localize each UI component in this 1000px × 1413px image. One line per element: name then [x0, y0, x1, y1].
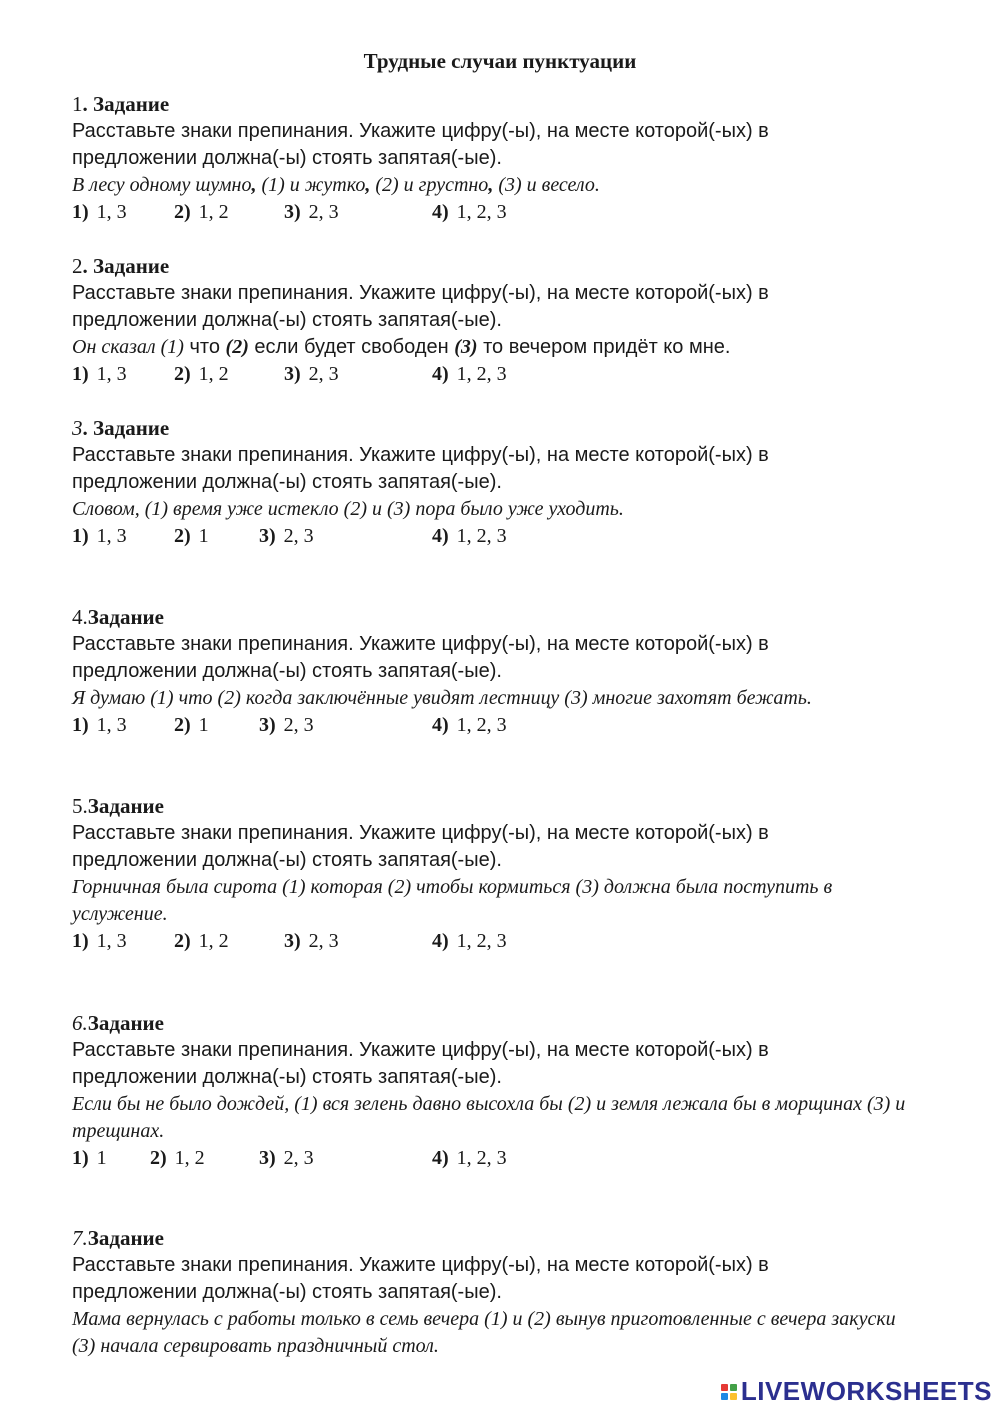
answer-option-4[interactable]: 4) 1, 2, 3	[432, 201, 507, 223]
logo-tile	[721, 1384, 728, 1391]
task-1-sentence: В лесу одному шумно, (1) и жутко, (2) и грустно, (3) и весело.	[72, 174, 600, 196]
task-7-sentence: Мама вернулась с работы только в семь вечера (1) и (2) вынув приготовленные с вечера закуски (3) начала сервировать праздничный стол.	[72, 1308, 896, 1357]
task-6-answers	[72, 1145, 932, 1172]
answer-option-3[interactable]: 3) 2, 3	[284, 930, 339, 952]
task-2-sentence: Он сказал (1) что (2) если будет свободен (3) то вечером придёт ко мне.	[72, 336, 731, 358]
answer-option-4[interactable]: 4) 1, 2, 3	[432, 363, 507, 385]
task-5-heading: 5.Задание	[72, 794, 164, 818]
answer-option-2[interactable]: 2) 1, 2	[174, 363, 229, 385]
logo-tile	[730, 1393, 737, 1400]
task-5-answers	[72, 928, 932, 955]
task-4-instruction: Расставьте знаки препинания. Укажите цифру(-ы), на месте которой(-ых) в предложении должна(-ы) стоять запятая(-ые).	[72, 633, 769, 682]
answer-option-4[interactable]: 4) 1, 2, 3	[432, 714, 507, 736]
liveworksheets-logo[interactable]	[721, 1376, 992, 1407]
task-1-instruction: Расставьте знаки препинания. Укажите цифру(-ы), на месте которой(-ых) в предложении должна(-ы) стоять запятая(-ые).	[72, 120, 769, 169]
answer-option-2[interactable]: 2) 1, 2	[174, 201, 229, 223]
answer-option-1[interactable]: 1) 1, 3	[72, 363, 127, 385]
task-1-heading: 1. Задание	[72, 92, 170, 116]
answer-option-2[interactable]: 2) 1	[174, 714, 209, 736]
task-2-heading: 2. Задание	[72, 254, 170, 278]
task-3-instruction: Расставьте знаки препинания. Укажите цифру(-ы), на месте которой(-ых) в предложении должна(-ы) стоять запятая(-ые).	[72, 444, 769, 493]
task-7-heading: 7.Задание	[72, 1226, 164, 1250]
liveworksheets-logo-text: LIVEWORKSHEETS	[740, 1376, 992, 1406]
task-6	[72, 1010, 932, 1172]
answer-option-3[interactable]: 3) 2, 3	[259, 1147, 314, 1169]
task-7	[72, 1225, 932, 1360]
answer-option-3[interactable]: 3) 2, 3	[259, 525, 314, 547]
task-3-answers	[72, 523, 932, 550]
answer-option-2[interactable]: 2) 1	[174, 525, 209, 547]
task-4-answers	[72, 712, 932, 739]
task-2-answers	[72, 361, 932, 388]
task-6-instruction: Расставьте знаки препинания. Укажите цифру(-ы), на месте которой(-ых) в предложении должна(-ы) стоять запятая(-ые).	[72, 1039, 769, 1088]
answer-option-1[interactable]: 1) 1, 3	[72, 525, 127, 547]
task-2-instruction: Расставьте знаки препинания. Укажите цифру(-ы), на месте которой(-ых) в предложении должна(-ы) стоять запятая(-ые).	[72, 282, 769, 331]
page-title: Трудные случаи пунктуации	[363, 49, 637, 73]
task-6-heading: 6.Задание	[72, 1011, 164, 1035]
liveworksheets-logo-icon	[721, 1384, 737, 1400]
task-4	[72, 604, 932, 739]
task-4-sentence: Я думаю (1) что (2) когда заключённые увидят лестницу (3) многие захотят бежать.	[72, 687, 812, 709]
task-2	[72, 253, 932, 388]
answer-option-2[interactable]: 2) 1, 2	[150, 1147, 205, 1169]
answer-option-3[interactable]: 3) 2, 3	[259, 714, 314, 736]
task-5-sentence: Горничная была сирота (1) которая (2) чтобы кормиться (3) должна была поступить в услужение.	[72, 876, 833, 925]
answer-option-4[interactable]: 4) 1, 2, 3	[432, 525, 507, 547]
answer-option-1[interactable]: 1) 1, 3	[72, 201, 127, 223]
task-5	[72, 793, 932, 955]
task-4-heading: 4.Задание	[72, 605, 164, 629]
answer-option-3[interactable]: 3) 2, 3	[284, 201, 339, 223]
answer-option-4[interactable]: 4) 1, 2, 3	[432, 1147, 507, 1169]
task-6-sentence: Если бы не было дождей, (1) вся зелень давно высохла бы (2) и земля лежала бы в морщинах (3) и трещинах.	[72, 1093, 906, 1142]
answer-option-1[interactable]: 1) 1, 3	[72, 930, 127, 952]
task-3-heading: 3. Задание	[72, 416, 170, 440]
answer-option-1[interactable]: 1) 1, 3	[72, 714, 127, 736]
task-5-instruction: Расставьте знаки препинания. Укажите цифру(-ы), на месте которой(-ых) в предложении должна(-ы) стоять запятая(-ые).	[72, 822, 769, 871]
task-1-answers	[72, 199, 932, 226]
task-7-instruction: Расставьте знаки препинания. Укажите цифру(-ы), на месте которой(-ых) в предложении должна(-ы) стоять запятая(-ые).	[72, 1254, 769, 1303]
answer-option-3[interactable]: 3) 2, 3	[284, 363, 339, 385]
answer-option-4[interactable]: 4) 1, 2, 3	[432, 930, 507, 952]
logo-tile	[721, 1393, 728, 1400]
answer-option-1[interactable]: 1) 1	[72, 1147, 107, 1169]
task-3-sentence: Словом, (1) время уже истекло (2) и (3) пора было уже уходить.	[72, 498, 624, 520]
task-3	[72, 415, 932, 550]
task-1	[72, 91, 932, 226]
logo-tile	[730, 1384, 737, 1391]
answer-option-2[interactable]: 2) 1, 2	[174, 930, 229, 952]
